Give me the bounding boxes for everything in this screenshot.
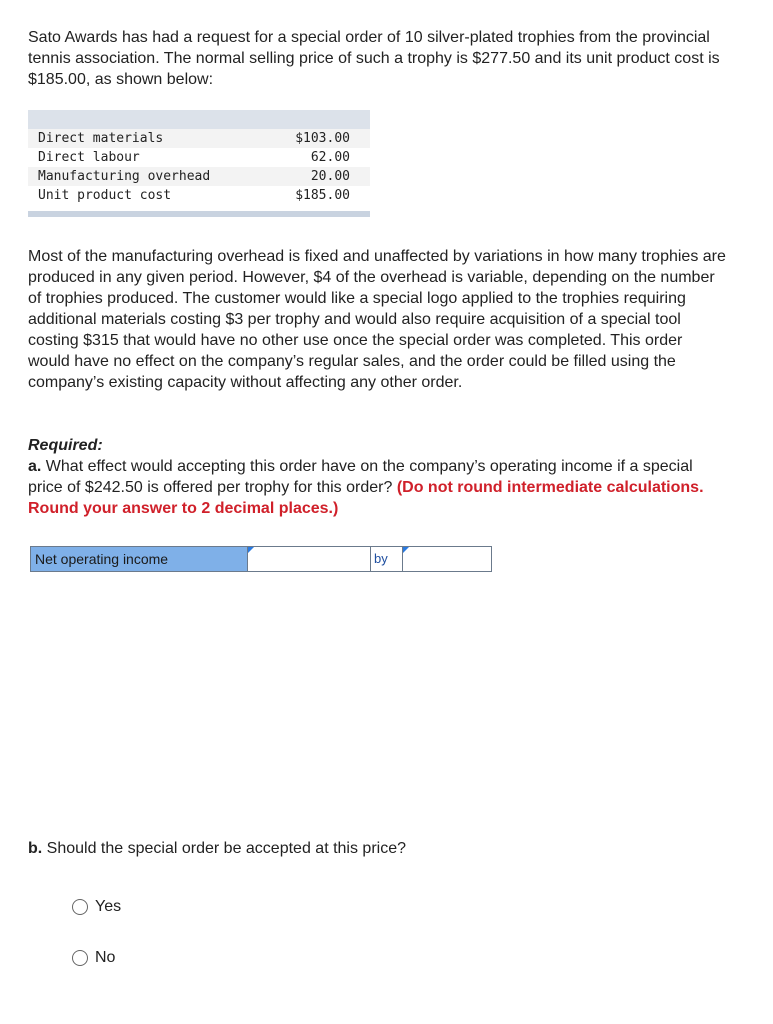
net-operating-income-label: Net operating income (30, 546, 248, 572)
row-label: Manufacturing overhead (38, 169, 211, 184)
intro-paragraph: Sato Awards has had a request for a special order of 10 silver-plated trophies from the provincial tennis association. The normal selling price of such a trophy is $277.50 and its unit product cost is $185.00, as shown below: (28, 29, 720, 88)
option-yes-label: Yes (95, 898, 122, 915)
table-footer-band (28, 211, 370, 217)
overhead-paragraph: Most of the manufacturing overhead is fixed and unaffected by variations in how many trophies are produced in any given period. However, $4 of the overhead is variable, depending on the number of trophies produced. The customer would like a special logo applied to the trophies requiring additional materials costing $3 per trophy and would also require acquisition of a special tool costing $315 that would have no other use once the special order was completed. This order would have no effect on the company’s regular sales, and the order could be filled using the company’s existing capacity without affecting any other order. (28, 248, 726, 391)
row-label: Direct labour (38, 150, 140, 165)
effect-field[interactable] (248, 547, 370, 571)
required-title: Required: (28, 437, 103, 454)
option-no-label: No (95, 949, 116, 966)
input-flag-icon (403, 547, 409, 553)
cost-table (28, 110, 370, 217)
table-row (28, 148, 370, 167)
question-b-label: b. (28, 840, 43, 857)
row-value: $185.00 (295, 188, 350, 203)
by-label: by (371, 546, 403, 572)
question-a-instruction: (Do not round intermediate calculations. Round your answer to 2 decimal places.) (28, 479, 704, 517)
answer-row (30, 546, 492, 572)
question-a-label: a. (28, 458, 42, 475)
row-value: 20.00 (310, 169, 350, 184)
table-header-band (28, 110, 370, 129)
option-yes[interactable] (72, 898, 121, 916)
row-label: Direct materials (38, 131, 164, 146)
question-b-text: Should the special order be accepted at this price? (42, 840, 406, 857)
option-no[interactable] (72, 949, 115, 967)
row-value: 62.00 (310, 150, 350, 165)
row-value: $103.00 (295, 131, 350, 146)
radio-no[interactable] (72, 950, 88, 966)
radio-yes[interactable] (72, 899, 88, 915)
amount-field[interactable] (403, 547, 491, 571)
required-block (28, 435, 728, 519)
table-row (28, 129, 370, 148)
question-a-text: What effect would accepting this order have on the company’s operating income if a special price of $242.50 is offered per trophy for this order? (28, 458, 693, 496)
table-row (28, 186, 370, 205)
row-label: Unit product cost (38, 188, 172, 203)
table-row (28, 167, 370, 186)
question-b (28, 838, 728, 859)
effect-input[interactable] (248, 546, 371, 572)
question-a (28, 456, 728, 519)
amount-input[interactable] (403, 546, 492, 572)
dropdown-flag-icon (248, 547, 254, 553)
